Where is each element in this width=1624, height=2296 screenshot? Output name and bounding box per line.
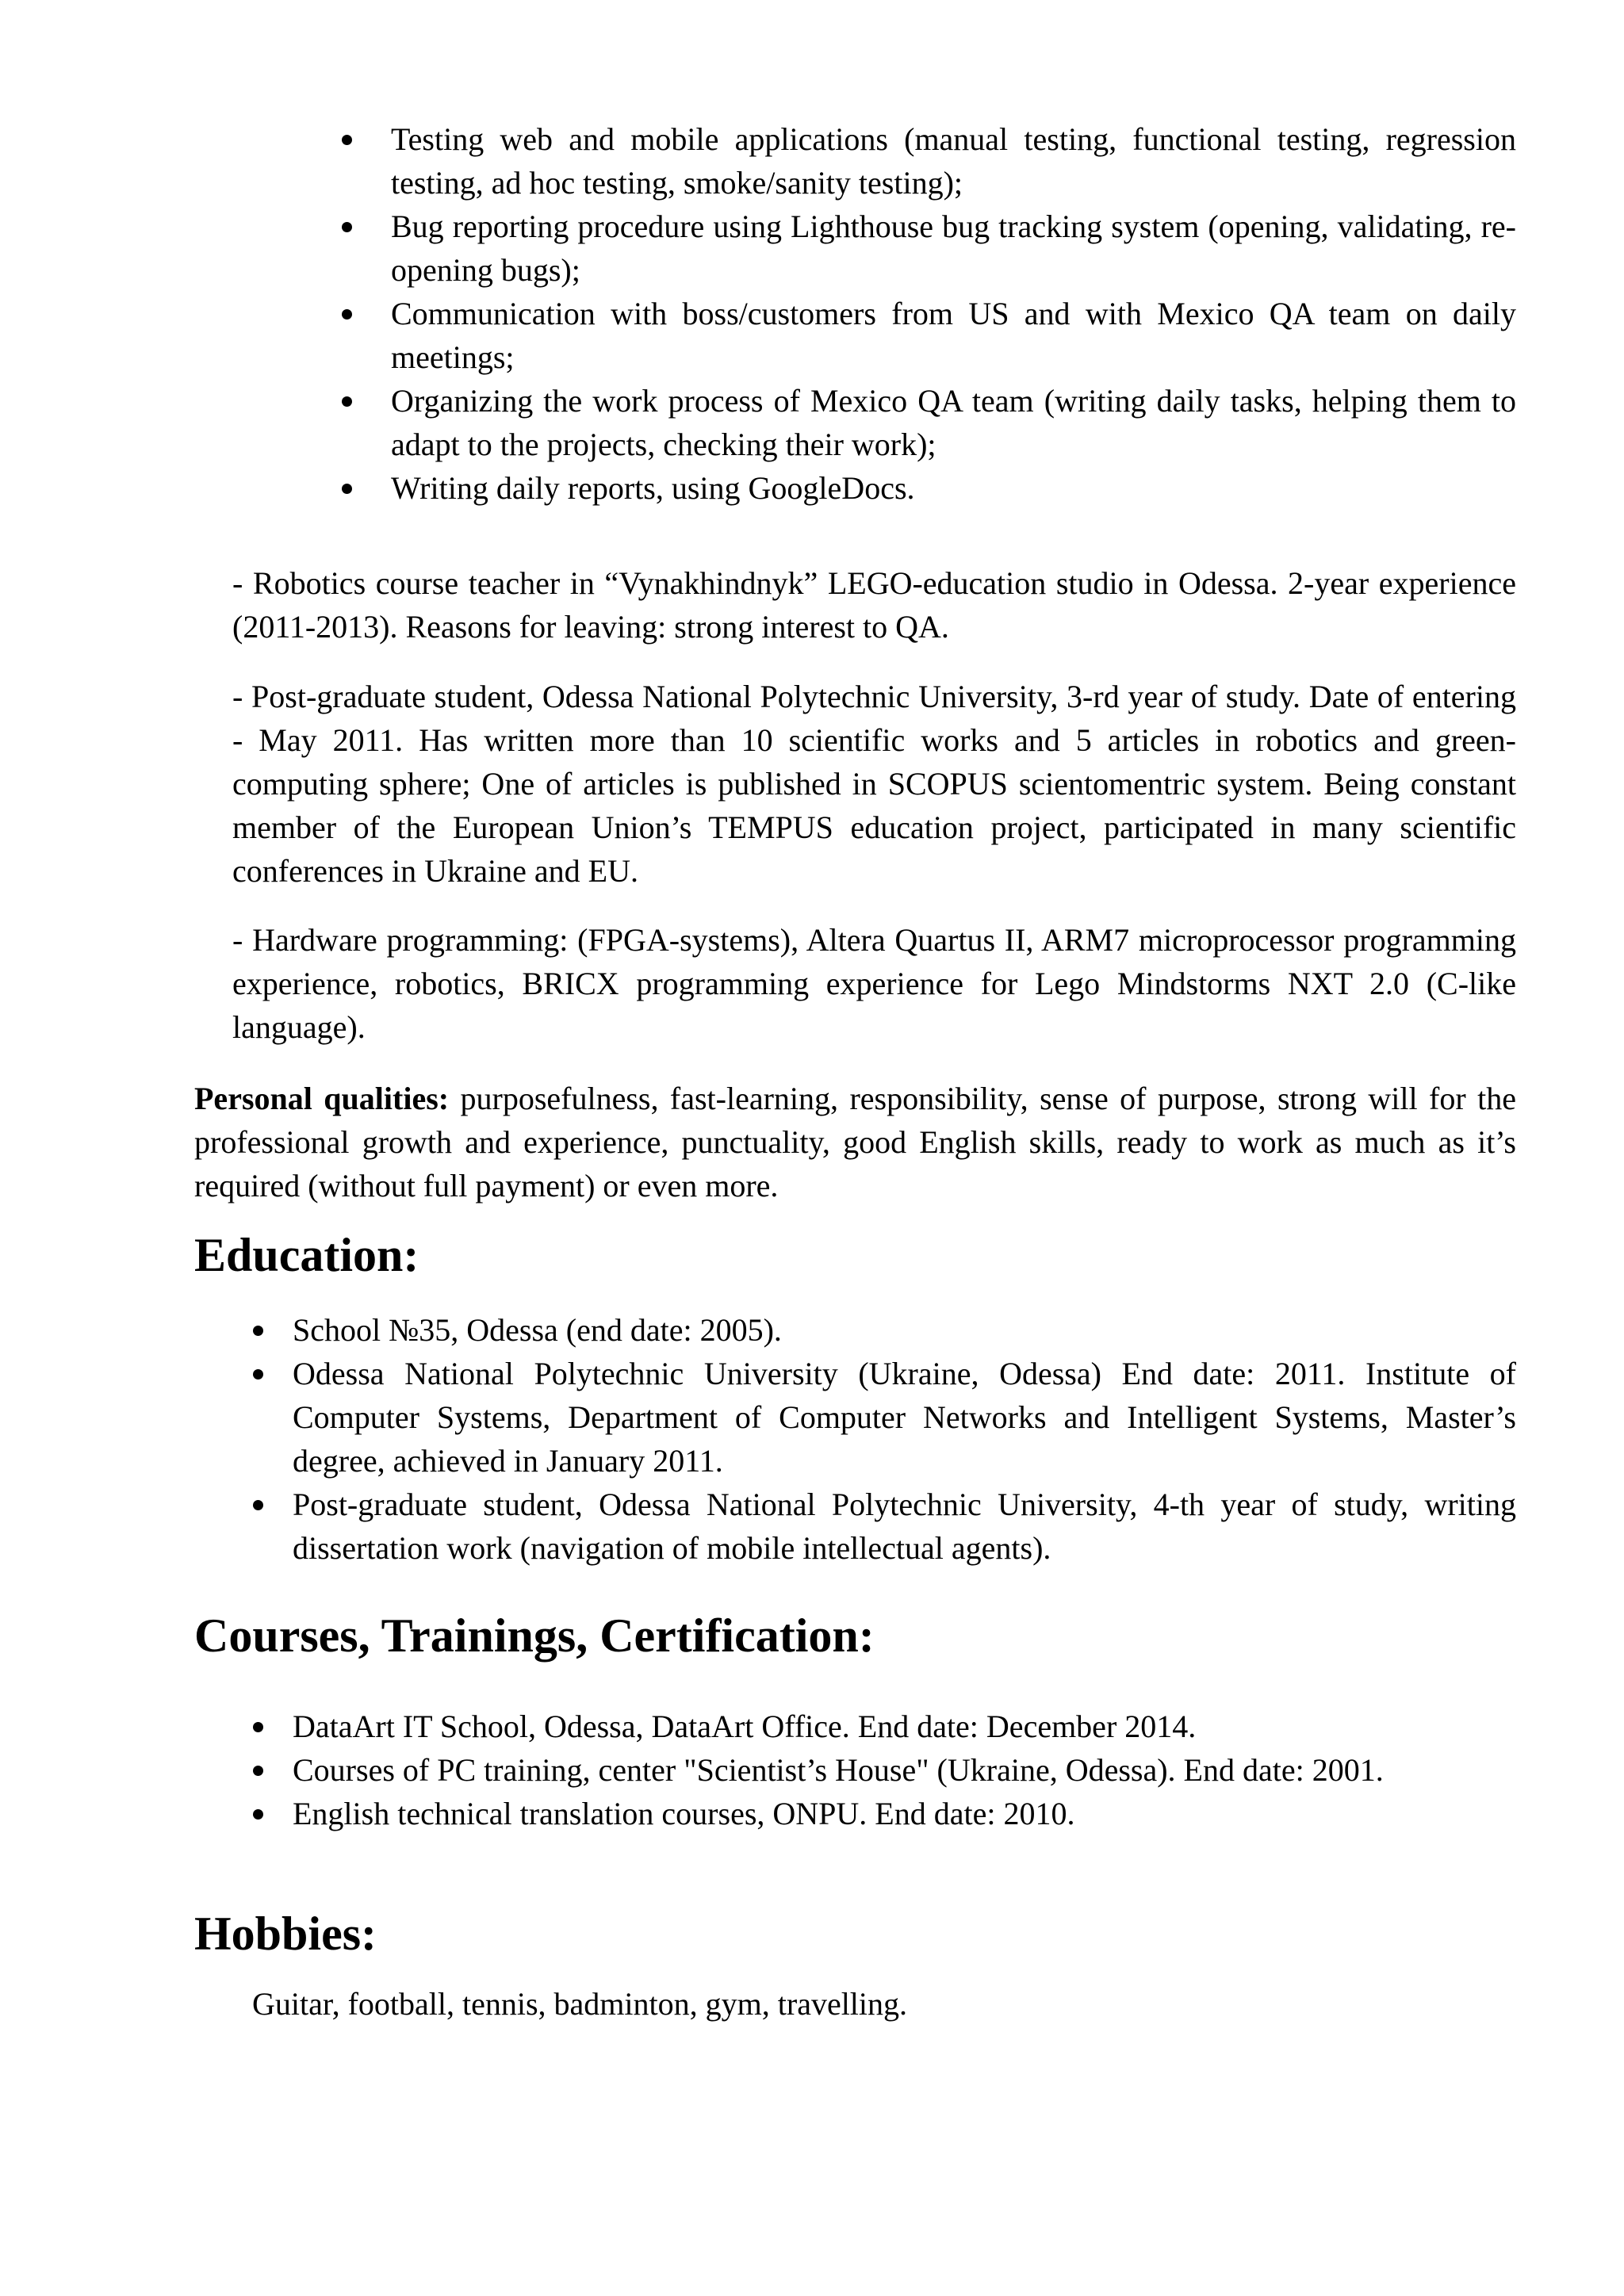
list-item: Courses of PC training, center "Scientist’s House" (Ukraine, Odessa). End date: 2001. xyxy=(293,1748,1516,1792)
education-heading: Education: xyxy=(194,1229,419,1281)
robotics-teacher-paragraph: - Robotics course teacher in “Vynakhindnyk” LEGO-education studio in Odessa. 2-year experience (2011-2013). Reasons for leaving: strong interest to QA. xyxy=(232,565,1516,645)
bullet-icon xyxy=(253,1369,263,1380)
hobbies-text: Guitar, football, tennis, badminton, gym, travelling. xyxy=(252,1986,908,2022)
list-item: DataArt IT School, Odessa, DataArt Office. End date: December 2014. xyxy=(293,1705,1516,1748)
bullet-icon xyxy=(342,135,352,145)
hobbies-heading: Hobbies: xyxy=(194,1908,377,1960)
bullet-icon xyxy=(253,1809,263,1820)
courses-heading: Courses, Trainings, Certification: xyxy=(194,1609,875,1662)
list-item: Post-graduate student, Odessa National Polytechnic University, 4-th year of study, writing dissertation work (navigation of mobile intellectual agents). xyxy=(293,1483,1516,1570)
personal-qualities-text: purposefulness, fast-learning, responsibility, sense of purpose, strong will for the professional growth and experience, punctuality, good English skills, ready to work as much as it’s required (without full payment) or even more. xyxy=(194,1081,1516,1203)
bullet-icon xyxy=(342,222,352,232)
list-item: Organizing the work process of Mexico QA team (writing daily tasks, helping them to adapt to the projects, checking their work); xyxy=(391,379,1516,466)
bullet-icon xyxy=(253,1722,263,1732)
personal-qualities-paragraph xyxy=(194,1077,1516,1207)
bullet-icon xyxy=(342,396,352,407)
education-list xyxy=(293,1308,1516,1570)
personal-qualities-label: Personal qualities: xyxy=(194,1081,450,1116)
hardware-programming-paragraph: - Hardware programming: (FPGA-systems), Altera Quartus II, ARM7 microprocessor programming experience, robotics, BRICX programming experience for Lego Mindstorms NXT 2.0 (C-like language). xyxy=(232,922,1516,1045)
list-item: Writing daily reports, using GoogleDocs. xyxy=(391,466,1516,510)
bullet-icon xyxy=(253,1500,263,1510)
list-item: Testing web and mobile applications (manual testing, functional testing, regression testing, ad hoc testing, smoke/sanity testing); xyxy=(391,117,1516,205)
bullet-icon xyxy=(342,309,352,320)
work-duties-list xyxy=(391,117,1516,510)
bullet-icon xyxy=(342,484,352,494)
postgraduate-paragraph: - Post-graduate student, Odessa National Polytechnic University, 3-rd year of study. Date of entering - May 2011. Has written more than 10 scientific works and 5 articles in robotics and green-computing sphere; One of articles is published in SCOPUS scientomentric system. Being constant member of the European Union’s TEMPUS education project, participated in many scientific conferences in Ukraine and EU. xyxy=(232,679,1516,889)
list-item: Odessa National Polytechnic University (Ukraine, Odessa) End date: 2011. Institute of Computer Systems, Department of Computer Networks and Intelligent Systems, Master’s degree, achieved in January 2011. xyxy=(293,1352,1516,1483)
bullet-icon xyxy=(253,1326,263,1336)
list-item: School №35, Odessa (end date: 2005). xyxy=(293,1308,1516,1352)
list-item: English technical translation courses, ONPU. End date: 2010. xyxy=(293,1792,1516,1835)
bullet-icon xyxy=(253,1766,263,1776)
list-item: Communication with boss/customers from US and with Mexico QA team on daily meetings; xyxy=(391,292,1516,379)
list-item: Bug reporting procedure using Lighthouse bug tracking system (opening, validating, re-opening bugs); xyxy=(391,205,1516,292)
courses-list xyxy=(293,1705,1516,1835)
